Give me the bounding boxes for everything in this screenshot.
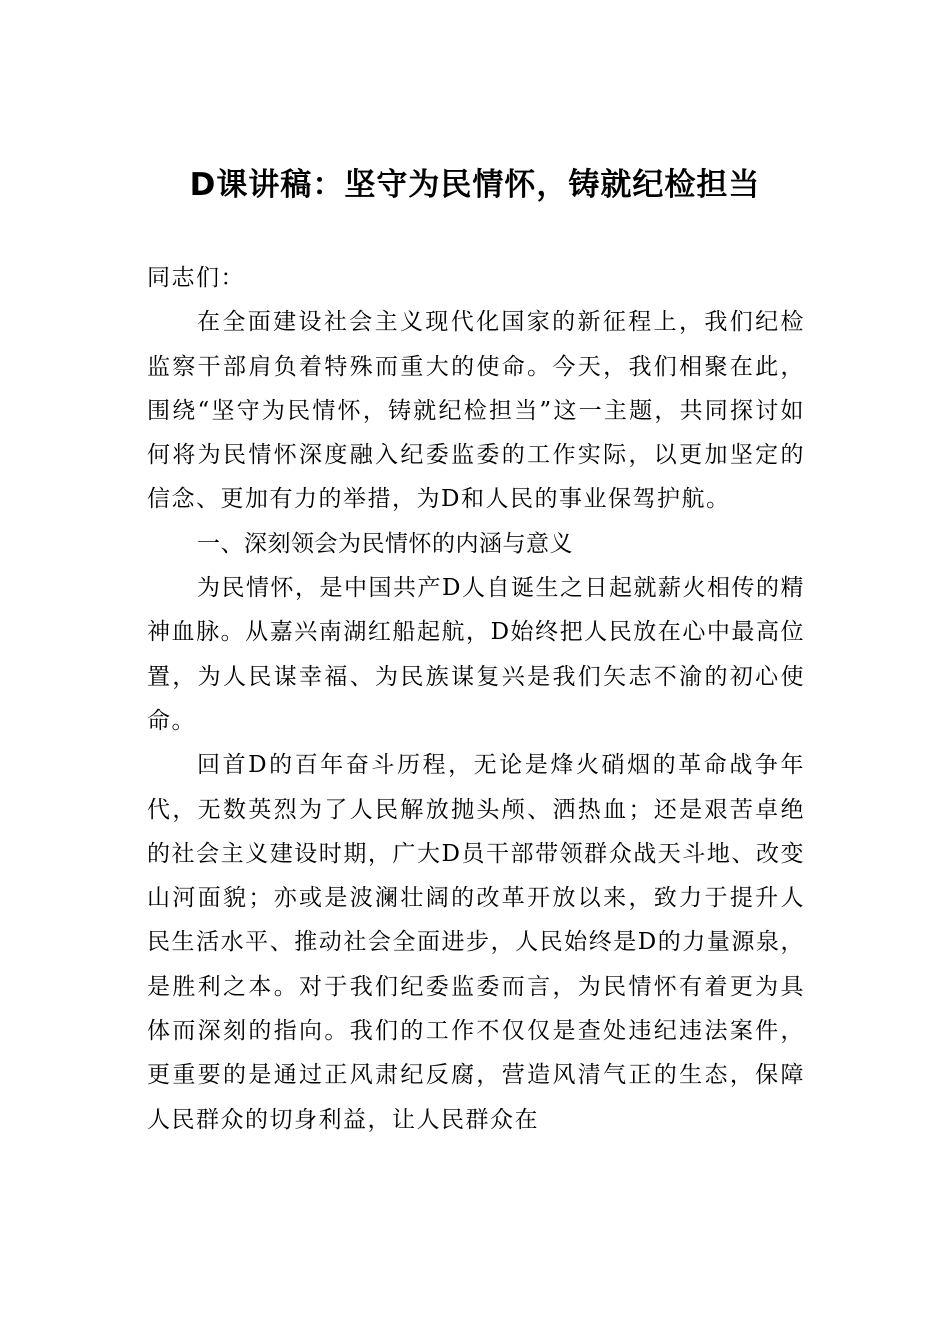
document-body: [147, 256, 805, 1142]
salutation: 同志们：: [147, 265, 245, 291]
section-paragraph-1: 为民情怀，是中国共产D人自诞生之日起就薪火相传的精神血脉。从嘉兴南湖红船起航，D始终把人民放在心中最高位置，为人民谋幸福、为民族谋复兴是我们矢志不渝的初心使命。: [147, 575, 805, 734]
section-paragraph-2: 回首D的百年奋斗历程，无论是烽火硝烟的革命战争年代，无数英烈为了人民解放抛头颅、洒热血；还是艰苦卓绝的社会主义建设时期，广大D员干部带领群众战天斗地、改变山河面貌；亦或是波澜壮阔的改革开放以来，致力于提升人民生活水平、推动社会全面进步，人民始终是D的力量源泉，是胜利之本。对于我们纪委监委而言，为民情怀有着更为具体而深刻的指向。我们的工作不仅仅是查处违纪违法案件，更重要的是通过正风肃纪反腐，营造风清气正的生态，保障人民群众的切身利益，让人民群众在: [147, 752, 805, 1133]
section-heading: 一、深刻领会为民情怀的内涵与意义: [197, 530, 573, 557]
document-title: D课讲稿：坚守为民情怀，铸就纪检担当: [189, 167, 761, 203]
intro-paragraph: 在全面建设社会主义现代化国家的新征程上，我们纪检监察干部肩负着特殊而重大的使命。今天，我们相聚在此，围绕“坚守为民情怀，铸就纪检担当”这一主题，共同探讨如何将为民情怀深度融入纪委监委的工作实际，以更加坚定的信念、更加有力的举措，为D和人民的事业保驾护航。: [147, 309, 805, 513]
